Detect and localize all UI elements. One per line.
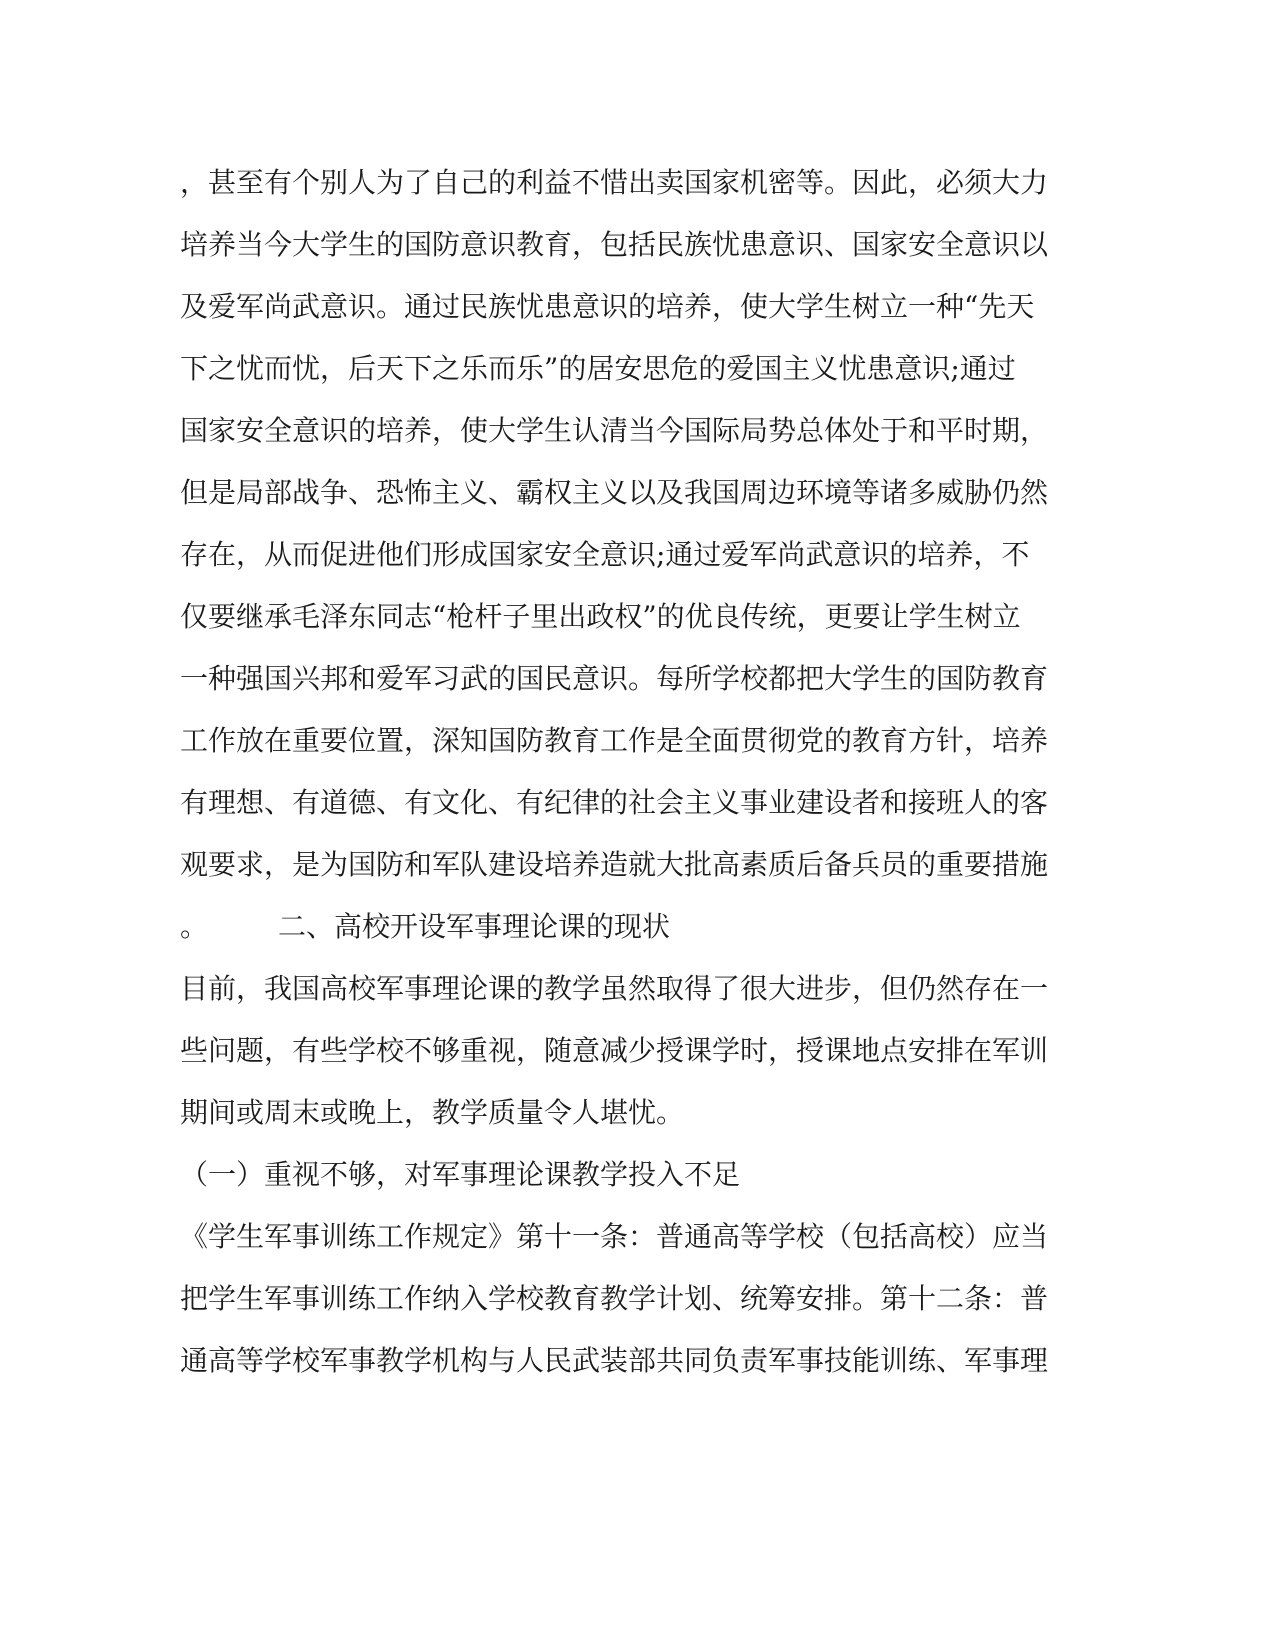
text-line: 把学生军事训练工作纳入学校教育教学计划、统筹安排。第十二条：普 [180,1282,1049,1315]
section-heading: 。 二、高校开设军事理论课的现状 [180,910,671,943]
text-line: 及爱军尚武意识。通过民族忧患意识的培养，使大学生树立一种“先天 [180,290,1035,323]
subsection-heading: （一）重视不够，对军事理论课教学投入不足 [180,1158,741,1191]
text-line: 观要求，是为国防和军队建设培养造就大批高素质后备兵员的重要措施 [180,848,1049,881]
text-line: 培养当今大学生的国防意识教育，包括民族忧患意识、国家安全意识以 [180,228,1049,261]
text-line: 《学生军事训练工作规定》第十一条：普通高等学校（包括高校）应当 [180,1220,1049,1253]
text-line: 仅要继承毛泽东同志“枪杆子里出政权”的优良传统，更要让学生树立 [180,600,1021,633]
text-line: 存在，从而促进他们形成国家安全意识;通过爱军尚武意识的培养，不 [180,538,1030,571]
text-line: 目前，我国高校军事理论课的教学虽然取得了很大进步，但仍然存在一 [180,972,1049,1005]
text-line: 些问题，有些学校不够重视，随意减少授课学时，授课地点安排在军训 [180,1034,1049,1067]
text-line: 一种强国兴邦和爱军习武的国民意识。每所学校都把大学生的国防教育 [180,662,1049,695]
text-line: 但是局部战争、恐怖主义、霸权主义以及我国周边环境等诸多威胁仍然 [180,476,1049,509]
text-line: ，甚至有个别人为了自己的利益不惜出卖国家机密等。因此，必须大力 [180,166,1049,199]
text-line: 下之忧而忧，后天下之乐而乐”的居安思危的爱国主义忧患意识;通过 [180,352,1016,385]
text-line: 期间或周末或晚上，教学质量令人堪忧。 [180,1096,685,1129]
text-line: 工作放在重要位置，深知国防教育工作是全面贯彻党的教育方针，培养 [180,724,1049,757]
text-line: 通高等学校军事教学机构与人民武装部共同负责军事技能训练、军事理 [180,1344,1049,1377]
text-line: 有理想、有道德、有文化、有纪律的社会主义事业建设者和接班人的客 [180,786,1049,819]
text-line: 国家安全意识的培养，使大学生认清当今国际局势总体处于和平时期， [180,414,1049,447]
